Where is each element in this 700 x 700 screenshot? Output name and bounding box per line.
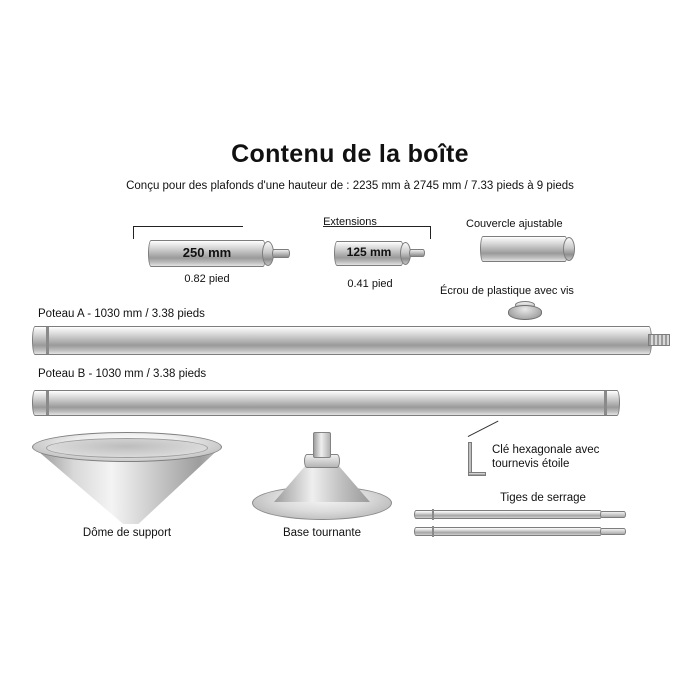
hex-key-long-arm	[468, 442, 472, 476]
page-subtitle: Conçu pour des plafonds d'une hauteur de : 2235 mm à 2745 mm / 7.33 pieds à 9 pieds	[126, 180, 574, 192]
tige-de-serrage-1-tip	[600, 511, 626, 518]
base-tournante-label: Base tournante	[282, 527, 361, 539]
extension-125-connector	[409, 249, 425, 257]
base-stem	[313, 432, 331, 458]
poteau-a-threaded-tip	[648, 334, 670, 346]
page-title: Contenu de la boîte	[231, 140, 469, 168]
dome-de-support-graphic	[32, 432, 222, 524]
extensions-group-label: Extensions	[323, 216, 377, 228]
extension-250-connector	[272, 249, 290, 258]
cle-hexagonale-label-line2: tournevis étoile	[492, 458, 570, 470]
poteau-b-ring-right	[604, 391, 607, 415]
poteau-b-tube	[32, 390, 620, 416]
extension-125-sublabel: 0.41 pied	[347, 278, 393, 290]
hex-key-short-arm	[468, 472, 486, 476]
ecrou-plastique-nut	[508, 305, 542, 320]
poteau-a-label: Poteau A - 1030 mm / 3.38 pieds	[38, 308, 205, 320]
tiges-de-serrage-label: Tiges de serrage	[500, 492, 586, 504]
poteau-a-tube	[32, 326, 652, 355]
dome-inner-rim	[46, 438, 208, 458]
base-cone	[274, 462, 370, 502]
couvercle-ajustable-endcap	[563, 237, 575, 261]
extension-250-sublabel: 0.82 pied	[184, 273, 230, 285]
tige-de-serrage-1-ring	[432, 509, 434, 520]
poteau-b-label: Poteau B - 1030 mm / 3.38 pieds	[38, 368, 207, 380]
tige-de-serrage-1	[414, 510, 602, 519]
tige-de-serrage-2	[414, 527, 602, 536]
extension-125-label: 125 mm	[346, 245, 392, 259]
ecrou-plastique-label: Écrou de plastique avec vis	[440, 285, 574, 297]
cle-hexagonale-label-line1: Clé hexagonale avec	[492, 444, 600, 456]
tige-de-serrage-2-tip	[600, 528, 626, 535]
poteau-a-ring	[46, 327, 49, 354]
poteau-b-ring-left	[46, 391, 49, 415]
base-tournante-graphic	[252, 432, 392, 522]
extension-250-label: 250 mm	[182, 245, 232, 260]
couvercle-ajustable-label: Couvercle ajustable	[466, 218, 563, 230]
couvercle-ajustable-tube	[480, 236, 568, 262]
hex-key-leader-line	[468, 421, 499, 438]
dome-de-support-label: Dôme de support	[82, 527, 172, 539]
tige-de-serrage-2-ring	[432, 526, 434, 537]
